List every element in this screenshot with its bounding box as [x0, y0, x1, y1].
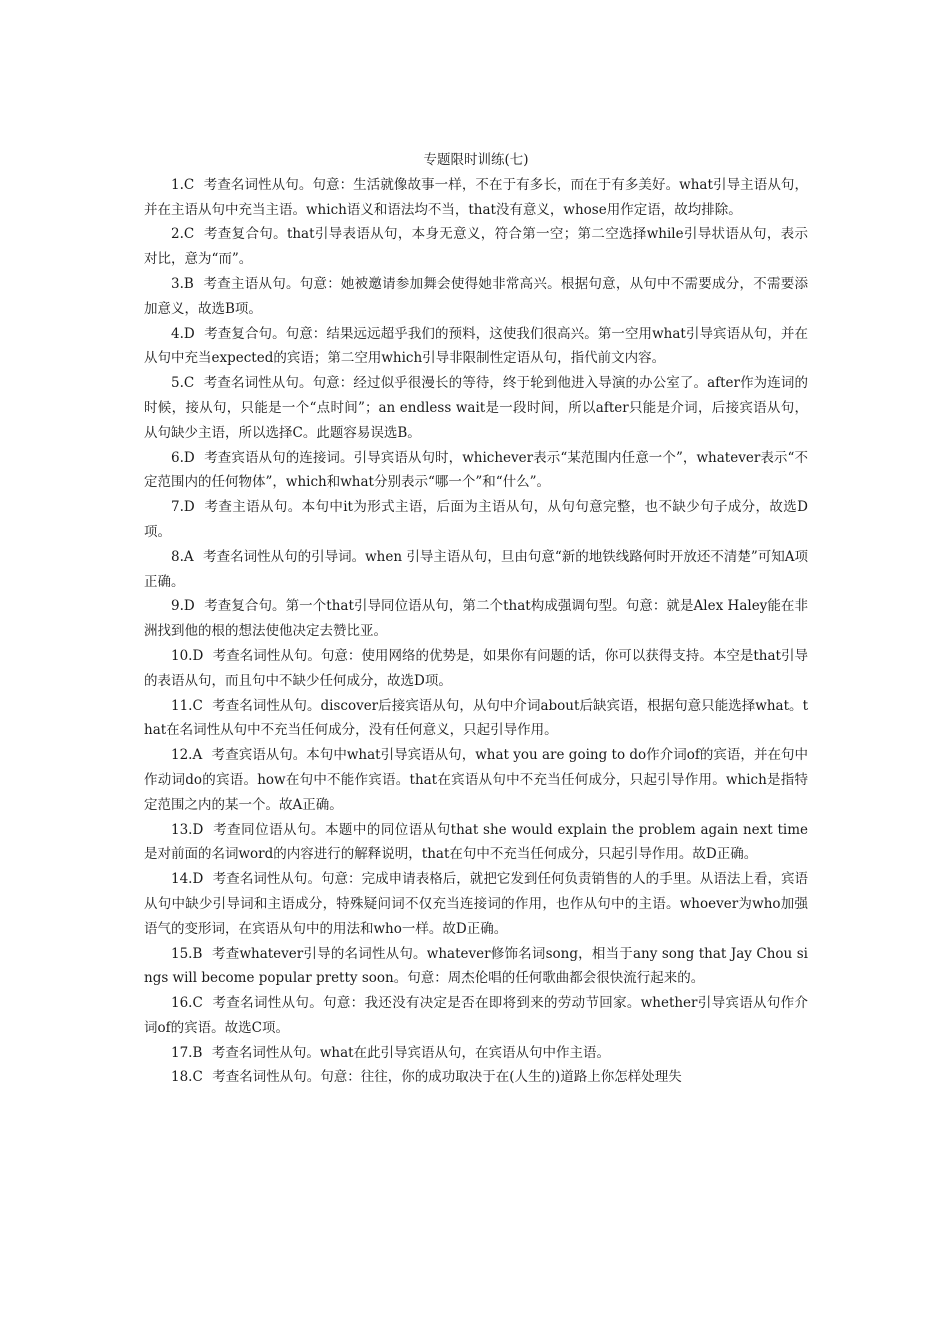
answer-explanation: 考查名词性从句。what在此引导宾语从句，在宾语从句中作主语。: [211, 1044, 611, 1061]
answer-item: [144, 594, 808, 644]
answer-explanation: 考查名词性从句。句意：我还没有决定是否在即将到来的劳动节回家。whether引导宾语从句作介词of的宾语。故选C项。: [144, 995, 808, 1036]
answer-item: [144, 1041, 808, 1066]
answer-number: 17.B: [171, 1044, 203, 1061]
answer-number: 16.C: [171, 995, 203, 1012]
answer-item: [144, 222, 808, 272]
answer-explanation: 考查名词性从句。句意：往往，你的成功取决于在(人生的)道路上你怎样处理失: [212, 1069, 682, 1086]
answer-item: [144, 991, 808, 1041]
answer-number: 2.C: [171, 226, 195, 243]
answer-explanation: 考查同位语从句。本题中的同位语从句that she would explain the problem again next time是对前面的名词word的内容进行的解释说明，that在句中不充当任何成分，只起引导作用。故D正确。: [144, 821, 808, 863]
answer-number: 10.D: [171, 647, 204, 664]
answer-number: 15.B: [171, 945, 203, 962]
answer-number: 18.C: [171, 1069, 203, 1086]
answer-number: 13.D: [171, 821, 204, 838]
answer-number: 5.C: [171, 375, 195, 392]
answer-item: [144, 818, 808, 868]
answer-number: 4.D: [171, 325, 195, 342]
answer-item: [144, 694, 808, 744]
answer-explanation: 考查名词性从句。句意：经过似乎很漫长的等待，终于轮到他进入导演的办公室了。after作为连词的时候，接从句，只能是一个“点时间”；an endless wait是一段时间，所以after只能是介词，后接宾语从句，从句缺少主语，所以选择C。此题容易误选B。: [144, 375, 808, 441]
answer-item: [144, 495, 808, 545]
answer-number: 1.C: [171, 176, 195, 193]
answer-explanation: 考查主语从句。句意：她被邀请参加舞会使得她非常高兴。根据句意，从句中不需要成分，不需要添加意义，故选B项。: [144, 275, 808, 317]
answer-number: 9.D: [171, 598, 195, 615]
answer-item: [144, 867, 808, 941]
answer-explanation: 考查名词性从句。句意：生活就像故事一样，不在于有多长，而在于有多美好。what引导主语从句，并在主语从句中充当主语。which语义和语法均不当，that没有意义，whose用作定语，故均排除。: [144, 176, 808, 218]
answer-number: 7.D: [171, 499, 195, 516]
answer-number: 8.A: [171, 548, 194, 565]
answer-item: [144, 1065, 808, 1090]
answer-explanation: 考查名词性从句。句意：完成申请表格后，就把它发到任何负责销售的人的手里。从语法上看，宾语从句中缺少引导词和主语成分，特殊疑问词不仅充当连接词的作用，也作从句中的主语。whoever为who加强语气的变形词，在宾语从句中的用法和who一样。故D正确。: [144, 871, 808, 937]
answer-explanation: 考查名词性从句的引导词。when 引导主语从句，旦由句意“新的地铁线路何时开放还不清楚”可知A项正确。: [144, 548, 808, 590]
answer-explanation: 考查复合句。that引导表语从句，本身无意义，符合第一空；第二空选择while引导状语从句，表示对比，意为“而”。: [144, 226, 808, 268]
answer-item: [144, 644, 808, 694]
answer-number: 6.D: [171, 449, 195, 466]
answer-number: 11.C: [171, 697, 203, 714]
answer-explanation: 考查复合句。句意：结果远远超乎我们的预料，这使我们很高兴。第一空用what引导宾语从句，并在从句中充当expected的宾语；第二空用which引导非限制性定语从句，指代前文内容。: [144, 325, 808, 367]
answer-list: [144, 173, 808, 1090]
answer-explanation: 考查宾语从句。本句中what引导宾语从句，what you are going to do作介词of的宾语，并在句中作动词do的宾语。how在句中不能作宾语。that在宾语从句中不充当任何成分，只起引导作用。which是指特定范围之内的某一个。故A正确。: [144, 747, 808, 813]
answer-item: [144, 322, 808, 372]
answer-explanation: 考查主语从句。本句中it为形式主语，后面为主语从句，从句句意完整，也不缺少句子成分，故选D项。: [144, 499, 808, 540]
answer-number: 3.B: [171, 275, 194, 292]
answer-item: [144, 743, 808, 817]
answer-number: 12.A: [171, 747, 203, 764]
answer-document: [144, 148, 808, 1090]
answer-item: [144, 942, 808, 992]
answer-number: 14.D: [171, 871, 204, 888]
answer-item: [144, 173, 808, 223]
answer-explanation: 考查复合句。第一个that引导同位语从句，第二个that构成强调句型。句意：就是Alex Haley能在非洲找到他的根的想法使他决定去赞比亚。: [144, 598, 808, 640]
document-title: 专题限时训练(七): [423, 152, 529, 168]
answer-item: [144, 446, 808, 496]
answer-item: [144, 272, 808, 322]
answer-explanation: 考查宾语从句的连接词。引导宾语从句时，whichever表示“某范围内任意一个”，whatever表示“不定范围内的任何物体”，which和what分别表示“哪一个”和“什么”。: [144, 449, 808, 491]
answer-item: [144, 545, 808, 595]
answer-explanation: 考查名词性从句。discover后接宾语从句，从句中介词about后缺宾语，根据句意只能选择what。that在名词性从句中不充当任何成分，没有任何意义，只起引导作用。: [144, 697, 808, 739]
answer-explanation: 考查whatever引导的名词性从句。whatever修饰名词song，相当于any song that Jay Chou sings will become popular pretty soon。句意：周杰伦唱的任何歌曲都会很快流行起来的。: [144, 945, 808, 987]
answer-item: [144, 371, 808, 445]
answer-explanation: 考查名词性从句。句意：使用网络的优势是，如果你有问题的话，你可以获得支持。本空是that引导的表语从句，而且句中不缺少任何成分，故选D项。: [144, 647, 808, 689]
